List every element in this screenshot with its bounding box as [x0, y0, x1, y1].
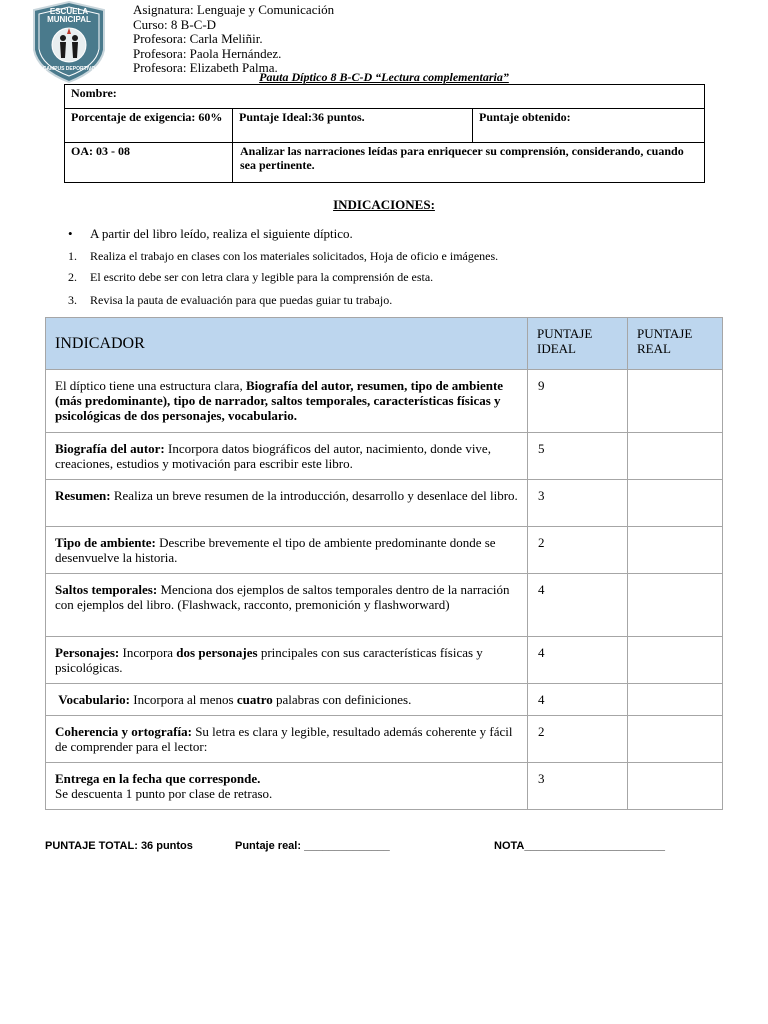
ideal-score-cell: 4: [528, 637, 628, 684]
real-score-cell[interactable]: [628, 716, 723, 763]
indicator-criterion: Saltos temporales:: [55, 582, 158, 597]
instruction-intro: [65, 226, 498, 242]
ideal-score: Puntaje Ideal:36 puntos.: [233, 109, 473, 143]
bullet-icon: •: [68, 226, 73, 241]
instruction-number: 1.: [68, 249, 77, 263]
indicator-cell: [46, 433, 528, 480]
indicator-description: palabras con definiciones.: [272, 692, 412, 707]
rubric-row: [46, 527, 723, 574]
indicator-description: Realiza un breve resumen de la introducción, desarrollo y desenlace del libro.: [110, 488, 518, 503]
real-score-cell[interactable]: [628, 433, 723, 480]
indicator-cell: [46, 574, 528, 637]
indicator-description: Describe brevemente el tipo de ambiente predominante donde se desenvuelve la historia.: [55, 535, 499, 565]
rubric-row: [46, 433, 723, 480]
ideal-score-cell: 5: [528, 433, 628, 480]
indicator-criterion: Resumen:: [55, 488, 111, 503]
logo-line1: ESCUELA: [49, 7, 89, 16]
exigency-percentage: Porcentaje de exigencia: 60%: [65, 109, 233, 143]
indicator-description: principales con sus características físicas y psicológicas.: [55, 645, 487, 675]
learning-objective: Analizar las narraciones leídas para enriquecer su comprensión, considerando, cuando sea pertinente.: [233, 143, 705, 183]
real-score-line[interactable]: Puntaje real: ______________: [235, 840, 390, 852]
ideal-score-cell: 2: [528, 716, 628, 763]
indicator-description: Incorpora datos biográficos del autor, nacimiento, donde vive, creaciones, estudios y motivación para escribir este libro.: [55, 441, 495, 471]
teacher-3: Profesora: Elizabeth Palma.: [133, 60, 278, 75]
instruction-item: [65, 249, 498, 264]
rubric-row: [46, 716, 723, 763]
ideal-score-cell: 3: [528, 763, 628, 810]
indicator-criterion: Biografía del autor:: [55, 441, 165, 456]
indicator-criterion: Coherencia y ortografía:: [55, 724, 192, 739]
logo-person-icon: [60, 35, 66, 41]
rubric-table: [45, 317, 723, 810]
real-score-cell[interactable]: [628, 684, 723, 716]
instructions-title: INDICACIONES:: [333, 197, 435, 212]
rubric-row: [46, 684, 723, 716]
indicator-description: El díptico tiene una estructura clara,: [55, 378, 246, 393]
instruction-number: 2.: [68, 270, 77, 284]
indicator-description: Su letra es clara y legible, resultado además coherente y fácil de comprender para el lector:: [55, 724, 516, 754]
indicator-cell: [46, 763, 528, 810]
instruction-number: 3.: [68, 293, 77, 307]
grade-line[interactable]: NOTA_______________________: [494, 840, 666, 852]
rubric-row: [46, 574, 723, 637]
real-score-cell[interactable]: [628, 574, 723, 637]
real-score-header: PUNTAJE REAL: [628, 318, 723, 370]
ideal-score-cell: 3: [528, 480, 628, 527]
course: Curso: 8 B-C-D: [133, 16, 217, 32]
logo-ring-text: CAMPUS DEPORTIVO: [42, 66, 96, 72]
indicator-cell: [46, 527, 528, 574]
ideal-score-header: PUNTAJE IDEAL: [528, 318, 628, 370]
indicator-header: INDICADOR: [46, 318, 528, 370]
indicator-cell: [46, 716, 528, 763]
teacher-2: Profesora: Paola Hernández.: [133, 45, 282, 61]
real-score-cell[interactable]: [628, 637, 723, 684]
real-score-cell[interactable]: [628, 370, 723, 433]
indicator-cell: [46, 370, 528, 433]
indicator-criterion: Biografía del autor, resumen, tipo de ambiente (más predominante), tipo de narrador, saltos temporales, características físicas y psicológicas de dos personajes, vocabulario.: [55, 378, 504, 423]
indicator-description: Incorpora: [119, 645, 177, 660]
rubric-row: [46, 370, 723, 433]
instruction-text: El escrito debe ser con letra clara y legible para la comprensión de esta.: [90, 270, 434, 284]
learning-objective-code: OA: 03 - 08: [65, 143, 233, 183]
indicator-cell: [46, 684, 528, 716]
real-score-cell[interactable]: [628, 527, 723, 574]
instruction-text: Revisa la pauta de evaluación para que puedas guiar tu trabajo.: [90, 293, 393, 307]
real-score-cell[interactable]: [628, 763, 723, 810]
ideal-score-cell: 2: [528, 527, 628, 574]
ideal-score-cell: 4: [528, 574, 628, 637]
student-info-table: [64, 84, 705, 183]
indicator-criterion: Vocabulario:: [58, 692, 130, 707]
indicator-criterion: Tipo de ambiente:: [55, 535, 156, 550]
indicator-cell: [46, 637, 528, 684]
subject: Asignatura: Lenguaje y Comunicación: [133, 2, 335, 17]
obtained-score-field[interactable]: Puntaje obtenido:: [473, 109, 705, 143]
instruction-intro-text: A partir del libro leído, realiza el siguiente díptico.: [90, 226, 353, 241]
indicator-criterion: dos personajes: [176, 645, 258, 660]
indicator-description: Se descuenta 1 punto por clase de retraso.: [55, 786, 273, 801]
real-score-cell[interactable]: [628, 480, 723, 527]
ideal-score-cell: 4: [528, 684, 628, 716]
indicator-criterion: Entrega en la fecha que corresponde.: [55, 771, 261, 786]
indicator-cell: [46, 480, 528, 527]
rubric-row: [46, 763, 723, 810]
logo-line2: MUNICIPAL: [47, 15, 91, 24]
rubric-row: [46, 480, 723, 527]
instruction-item: [65, 293, 498, 308]
document-title: Pauta Díptico 8 B-C-D “Lectura complementaria”: [259, 70, 509, 84]
teacher-1: Profesora: Carla Meliñir.: [133, 31, 263, 46]
name-field[interactable]: Nombre:: [65, 85, 705, 109]
instruction-item: [65, 270, 498, 285]
header-info: [133, 3, 334, 76]
indicator-criterion: Personajes:: [55, 645, 120, 660]
instruction-text: Realiza el trabajo en clases con los materiales solicitados, Hoja de oficio e imágenes.: [90, 249, 499, 263]
instructions-list: [65, 226, 498, 308]
indicator-description: Menciona dos ejemplos de saltos temporales dentro de la narración con ejemplos del libro. (Flashwack, racconto, premonición y flashworward): [55, 582, 513, 612]
indicator-criterion: cuatro: [236, 692, 273, 707]
rubric-row: [46, 637, 723, 684]
total-score: PUNTAJE TOTAL: 36 puntos: [45, 840, 193, 852]
indicator-description: Incorpora al menos: [130, 692, 237, 707]
ideal-score-cell: 9: [528, 370, 628, 433]
